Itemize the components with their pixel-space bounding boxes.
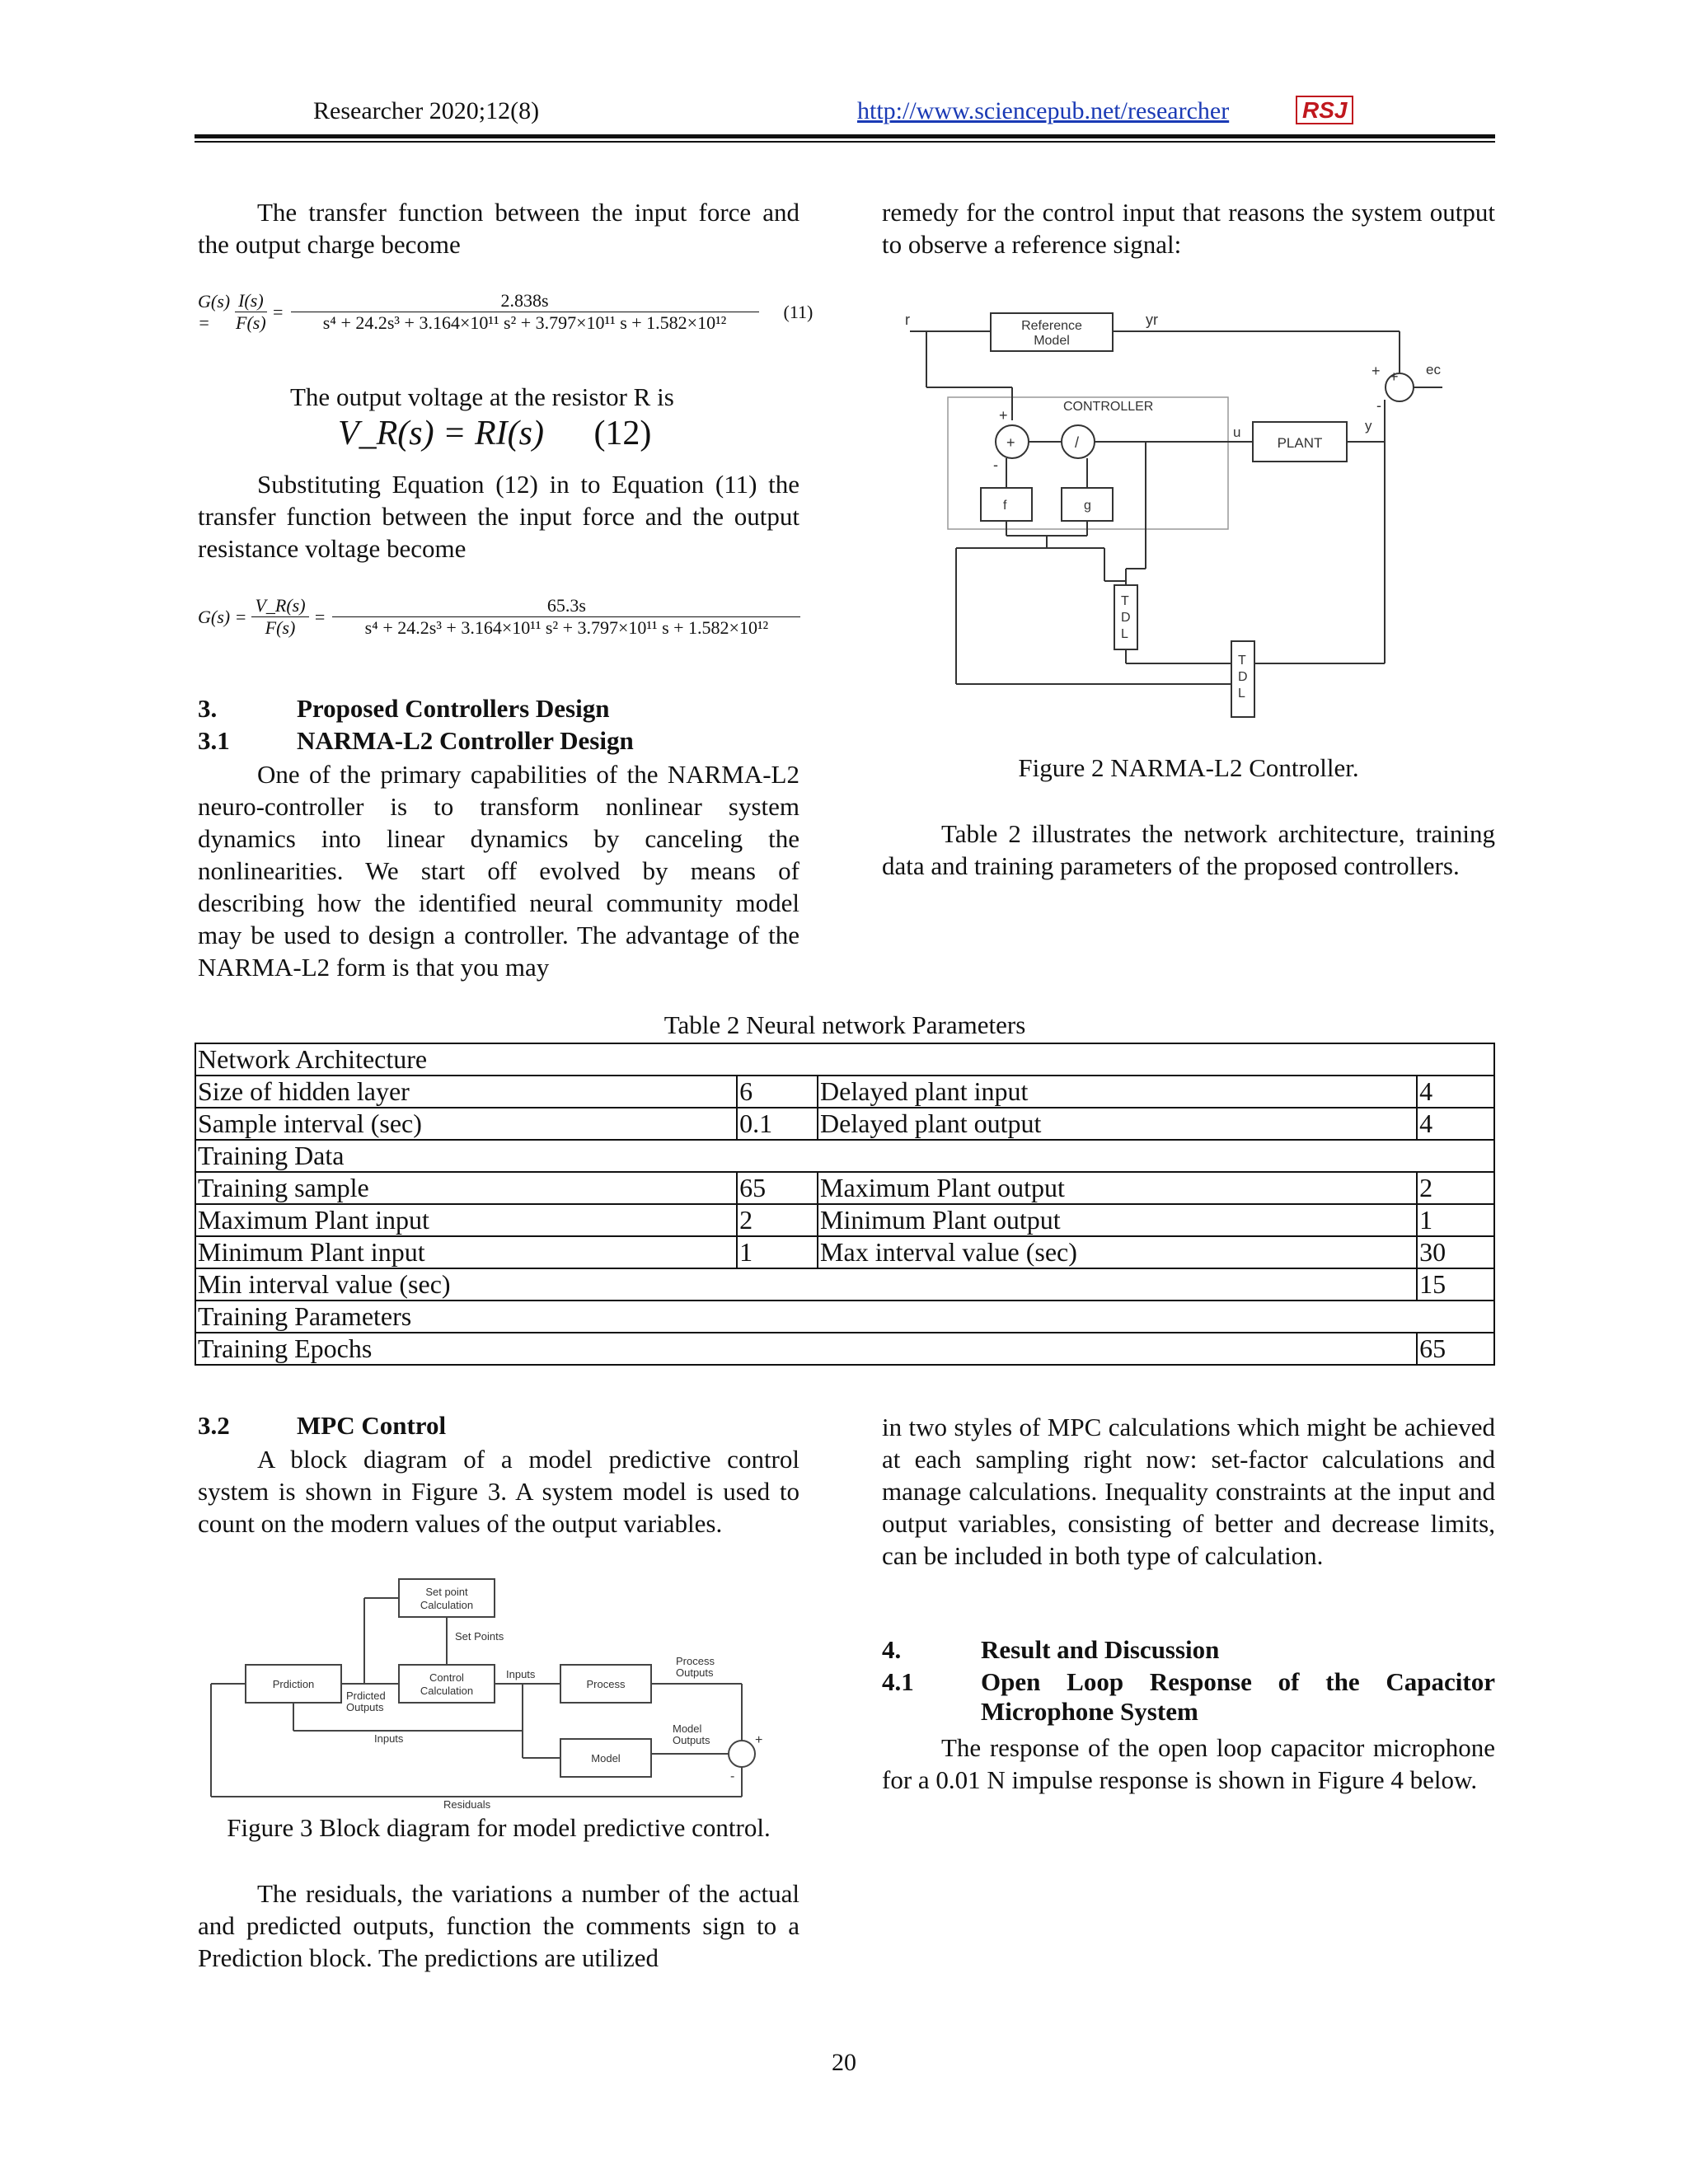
table-row [195, 1140, 1494, 1172]
table-cell: Min interval value (sec) [195, 1268, 1417, 1301]
fig2-u-label: u [1233, 424, 1241, 440]
header-rule-thin [195, 141, 1495, 143]
fig3-process-outputs-line1: Process [676, 1655, 715, 1667]
table-cell: Training Data [195, 1140, 1494, 1172]
section-title: Open Loop Response of the Capacitor Microphone System [981, 1667, 1495, 1726]
header-rule-thick [195, 134, 1495, 138]
section-title: MPC Control [297, 1411, 447, 1440]
equation-13: G(s) = $\frac{V\_R(s)}{F(s)}$ = $\frac{65.3s}{\text{s⁴ + 24.2s³ + 3.164×10¹¹ s² + 3.797×10¹¹ s + 1.582×10¹²}}$ [198, 595, 808, 639]
fig3-predicted-line1: Prdicted [346, 1690, 386, 1702]
right-column-mpc-cont [882, 1411, 1495, 1572]
fig2-divide-sign: / [1075, 434, 1080, 451]
fig3-set-points-label: Set Points [455, 1630, 504, 1643]
fig3-process-outputs-line2: Outputs [676, 1666, 714, 1679]
fig3-control-line1: Control [429, 1671, 464, 1684]
table-cell: 2 [737, 1204, 818, 1236]
fig3-process-block: Process [586, 1678, 626, 1690]
fig2-top-sum-minus: - [1376, 397, 1381, 414]
fig2-ctrl-sum-minus: - [993, 457, 998, 473]
left-column-mpc [198, 1443, 799, 1540]
eq12-expr: V_R(s) = RI(s) [338, 415, 544, 452]
table-cell: Training Epochs [195, 1333, 1417, 1365]
fig2-ec-label: ec [1426, 362, 1441, 377]
fig2-ctrl-sum-top-plus: + [999, 407, 1008, 424]
fig3-inputs-bottom-label: Inputs [374, 1732, 404, 1745]
fig3-control-line2: Calculation [420, 1685, 474, 1697]
paragraph: remedy for the control input that reasons the system output to observe a reference signal: [882, 198, 1495, 259]
right-column-table-intro [882, 818, 1495, 882]
table-cell: Delayed plant output [818, 1108, 1417, 1140]
section-3-1-heading [198, 726, 634, 756]
fig3-model-outputs-line1: Model [673, 1722, 702, 1735]
table-row [195, 1236, 1494, 1268]
section-title: NARMA-L2 Controller Design [297, 726, 634, 755]
table-row [195, 1301, 1494, 1333]
fig2-tdl2-d: D [1238, 670, 1248, 684]
right-column-results [882, 1732, 1495, 1796]
section-3-2-heading [198, 1411, 446, 1441]
table-row [195, 1076, 1494, 1108]
table-cell: 0.1 [737, 1108, 818, 1140]
table-cell: 4 [1417, 1076, 1494, 1108]
fig3-prediction-block: Prdiction [272, 1678, 315, 1690]
section-4-1-heading [882, 1667, 1495, 1727]
fig2-yr-label: yr [1146, 312, 1158, 328]
table-cell: 15 [1417, 1268, 1494, 1301]
table-row [195, 1268, 1494, 1301]
table-cell: 65 [1417, 1333, 1494, 1365]
table-row [195, 1108, 1494, 1140]
left-column-narma [198, 758, 799, 983]
table-cell: Size of hidden layer [195, 1076, 737, 1108]
figure-2-narma-diagram [898, 297, 1475, 725]
table-row [195, 1043, 1494, 1076]
paragraph: The transfer function between the input force and the output charge become [198, 198, 799, 259]
fig2-top-sum-left-plus: + [1372, 363, 1381, 379]
right-column-top [882, 196, 1495, 260]
eq11-tag: (11) [783, 301, 814, 322]
table-cell: Maximum Plant output [818, 1172, 1417, 1204]
eq11-rnum: 2.838s [291, 290, 759, 312]
paragraph: The output voltage at the resistor R is [290, 382, 674, 411]
table-cell: 1 [737, 1236, 818, 1268]
eq13-lhs: G(s) = [198, 606, 247, 627]
fig2-r-label: r [905, 312, 910, 328]
paragraph: Table 2 illustrates the network architecture, training data and training parameters of the proposed controllers. [882, 819, 1495, 880]
section-3-heading [198, 694, 609, 724]
fig2-tdl1-t: T [1121, 594, 1129, 608]
figure-3-caption: Figure 3 Block diagram for model predictive control. [227, 1813, 771, 1842]
section-number: 3.2 [198, 1411, 230, 1440]
section-4-heading [882, 1635, 1219, 1665]
section-number: 3.1 [198, 726, 230, 755]
left-column-residuals [198, 1877, 799, 1974]
paragraph: One of the primary capabilities of the NARMA-L2 neuro-controller is to transform nonlinear system dynamics into linear dynamics by canceling the nonlinearities. We start off evolved by means of describing how the identified neural community model may be used to design a controller. The advantage of the NARMA-L2 form is that you may [198, 760, 799, 982]
fig2-y-label: y [1365, 418, 1372, 434]
rsj-badge [1296, 97, 1353, 124]
table-cell: Minimum Plant input [195, 1236, 737, 1268]
paragraph: The residuals, the variations a number of the actual and predicted outputs, function the comments sign to a Prediction block. The predictions are utilized [198, 1879, 799, 1972]
fig3-sum-minus: - [730, 1769, 735, 1783]
fig3-model-outputs-line2: Outputs [673, 1734, 710, 1746]
table-cell: 65 [737, 1172, 818, 1204]
equation-12 [338, 414, 651, 453]
eq13-rden: s⁴ + 24.2s³ + 3.164×10¹¹ s² + 3.797×10¹¹ s + 1.582×10¹² [364, 617, 769, 638]
fig2-ctrl-sum-plus: + [1006, 434, 1015, 451]
fig2-f-block: f [1003, 499, 1007, 513]
fig2-tdl2-t: T [1238, 654, 1246, 668]
fig3-predicted-line2: Outputs [346, 1701, 384, 1713]
table-cell: Network Architecture [195, 1043, 1494, 1076]
table-cell: 4 [1417, 1108, 1494, 1140]
fig3-residuals-label: Residuals [443, 1798, 491, 1811]
paragraph: The response of the open loop capacitor microphone for a 0.01 N impulse response is shown in Figure 4 below. [882, 1733, 1495, 1794]
fig2-g-block: g [1084, 499, 1091, 513]
page-number: 20 [832, 2049, 856, 2076]
figure-2-caption: Figure 2 NARMA-L2 Controller. [1018, 753, 1359, 782]
table-row [195, 1204, 1494, 1236]
figure-3-mpc-diagram [204, 1574, 798, 1813]
fig3-setpoint-line1: Set point [425, 1586, 468, 1598]
section-number: 4.1 [882, 1667, 914, 1696]
table-cell: 30 [1417, 1236, 1494, 1268]
fig3-setpoint-line2: Calculation [420, 1599, 474, 1611]
table-row [195, 1333, 1494, 1365]
table-cell: Sample interval (sec) [195, 1108, 737, 1140]
eq13-rnum: 65.3s [332, 595, 800, 617]
table-cell: 2 [1417, 1172, 1494, 1204]
journal-url-link[interactable]: http://www.sciencepub.net/researcher [857, 97, 1230, 124]
paragraph: Substituting Equation (12) in to Equation (11) the transfer function between the input force and the output resistance voltage become [198, 470, 799, 563]
fig3-sum-plus: + [755, 1733, 763, 1747]
fig3-model-block: Model [591, 1752, 621, 1765]
fig2-tdl1-l: L [1121, 627, 1128, 641]
eq12-tag: (12) [593, 415, 652, 452]
journal-header: Researcher 2020;12(8) [313, 97, 540, 124]
equation-11: G(s) = $\frac{I(s)}{F(s)}$ = $\frac{2.838s}{\text{s⁴ + 24.2s³ + 3.164×10¹¹ s² + 3.797×10¹¹ s + 1.582×10¹²}}$ (11) [198, 290, 814, 333]
section-title: Result and Discussion [981, 1635, 1220, 1664]
table-cell: Max interval value (sec) [818, 1236, 1417, 1268]
table-2-neural-params [195, 1043, 1495, 1366]
paragraph: A block diagram of a model predictive control system is shown in Figure 3. A system model is used to count on the modern values of the output variables. [198, 1445, 799, 1538]
table-cell: Delayed plant input [818, 1076, 1417, 1108]
eq11-rden: s⁴ + 24.2s³ + 3.164×10¹¹ s² + 3.797×10¹¹ s + 1.582×10¹² [322, 312, 727, 333]
eq11-num: I(s) [235, 290, 267, 312]
eq13-den: F(s) [265, 617, 296, 638]
table-cell: Minimum Plant output [818, 1204, 1417, 1236]
section-number: 3. [198, 694, 218, 723]
table-row [195, 1172, 1494, 1204]
section-number: 4. [882, 1635, 902, 1664]
fig2-ref-model-line2: Model [1034, 334, 1070, 348]
rsj-badge-text: RSJ [1296, 96, 1353, 124]
fig2-tdl2-l: L [1238, 687, 1245, 701]
table-cell: Training sample [195, 1172, 737, 1204]
fig3-inputs-top-label: Inputs [506, 1668, 536, 1680]
left-column-top [198, 196, 799, 260]
table-cell: 6 [737, 1076, 818, 1108]
fig2-top-sum-plus: + [1390, 368, 1399, 385]
table-cell: Maximum Plant input [195, 1204, 737, 1236]
table-2-title: Table 2 Neural network Parameters [663, 1010, 1026, 1039]
fig2-ref-model-line1: Reference [1021, 319, 1082, 333]
fig2-controller-label: CONTROLLER [1063, 400, 1154, 414]
paragraph: in two styles of MPC calculations which might be achieved at each sampling right now: set-factor calculations and manage calculations. Inequality constraints at the input and output variables, consisting of better and decrease limits, can be included in both type of calculation. [882, 1413, 1495, 1570]
table-cell: 1 [1417, 1204, 1494, 1236]
fig2-plant-block: PLANT [1277, 435, 1323, 451]
section-title: Proposed Controllers Design [297, 694, 610, 723]
fig2-tdl1-d: D [1121, 611, 1131, 625]
table-cell: Training Parameters [195, 1301, 1494, 1333]
eq11-den: F(s) [236, 312, 266, 333]
eq11-lhs: G(s) = [198, 290, 231, 333]
left-column-mid [198, 468, 799, 565]
eq13-num: V_R(s) [251, 595, 308, 617]
